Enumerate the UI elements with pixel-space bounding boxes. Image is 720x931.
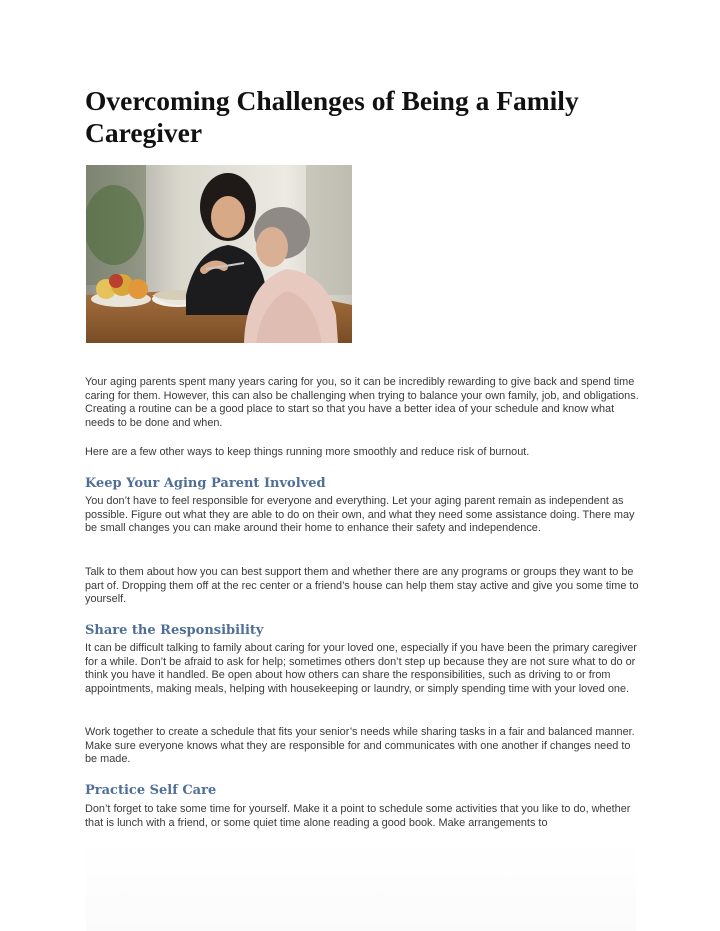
section-3-paragraph-1: Don’t forget to take some time for yourself. Make it a point to schedule some activities that you like to do, whether that is lunch with a friend, or some quiet time alone reading a good book. Make arrangements to (85, 803, 631, 829)
section-1-paragraph-1: You don’t have to feel responsible for everyone and everything. Let your aging parent remain as independent as possible. Figure out what they are able to do on their own, and what they need some assistance doing. There may be small changes you can make around their home to enhance their safety and independence. (85, 495, 635, 535)
article-title: Overcoming Challenges of Being a Family Caregiver (85, 85, 579, 148)
section-heading-involved: Keep Your Aging Parent Involved (85, 476, 326, 491)
intro-paragraph-1: Your aging parents spent many years caring for you, so it can be incredibly rewarding to give back and spend time caring for them. However, this can also be challenging when trying to balance your own family, job, and obligations. Creating a routine can be a good place to start so that you have a better idea of your schedule and know what needs to be done and when. (85, 376, 639, 429)
caregiver-photo (86, 165, 352, 343)
section-1-paragraph-2: Talk to them about how you can best support them and whether there are any programs or groups they want to be part of. Dropping them off at the rec center or a friend’s house can help them stay active and give you some time to yourself. (85, 566, 639, 606)
page-bottom-fade (86, 840, 636, 931)
intro-paragraph-2: Here are a few other ways to keep things running more smoothly and reduce risk of burnout. (85, 446, 530, 458)
section-heading-responsibility: Share the Responsibility (85, 623, 264, 638)
section-2-paragraph-2: Work together to create a schedule that fits your senior’s needs while sharing tasks in a fair and balanced manner. Make sure everyone knows what they are responsible for and communicates with one another if changes need to be made. (85, 726, 635, 766)
section-2-paragraph-1: It can be difficult talking to family about caring for your loved one, especially if you have been the primary caregiver for a while. Don’t be afraid to ask for help; sometimes others don’t step up because they are not sure what to do or think you have it handled. Be open about how others can share the responsibilities, such as driving to or from appointments, making meals, helping with housekeeping or laundry, or simply spending time with your loved one. (85, 642, 637, 695)
section-heading-self-care: Practice Self Care (85, 783, 217, 798)
